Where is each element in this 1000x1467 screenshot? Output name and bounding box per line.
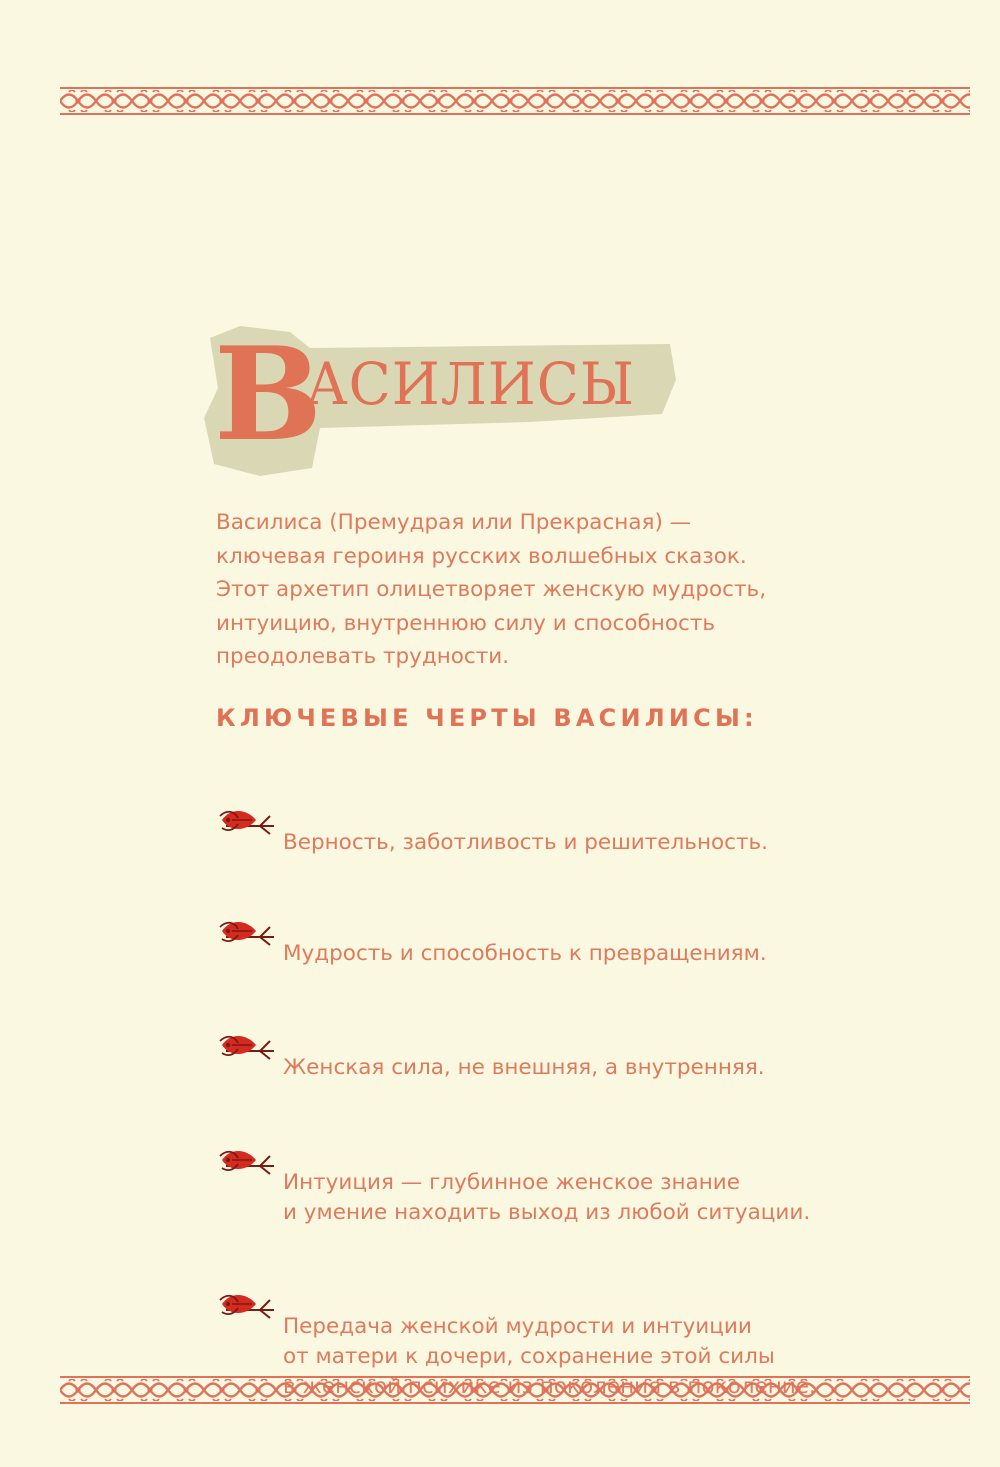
trait-text: Женская сила, не внешняя, а внутренняя. — [283, 1055, 765, 1080]
list-item — [216, 1108, 916, 1228]
trait-text: Передача женской мудрости и интуиции от матери к дочери, сохранение этой силы — [283, 1314, 775, 1369]
title-initial-letter: В — [214, 320, 323, 470]
title-rest-letters: АСИЛИСЫ — [306, 350, 635, 418]
page-title — [200, 318, 680, 478]
firebird-feather-icon — [216, 1260, 276, 1290]
firebird-feather-icon — [216, 887, 276, 917]
intro-paragraph: Василиса (Премудрая или Прекрасная) — ключевая героиня русских волшебных сказок. Этот архетип олицетворяет женскую мудрость, интуицию, внутреннюю силу и способность преодолевать трудности. — [216, 510, 767, 669]
trait-text: Мудрость и способность к превращениям. — [283, 941, 767, 966]
trait-text: Интуиция — глубинное женское знание и умение находить выход из любой ситуации. — [283, 1170, 811, 1225]
traits-list — [216, 768, 916, 1402]
traits-heading: КЛЮЧЕВЫЕ ЧЕРТЫ ВАСИЛИСЫ: — [216, 704, 758, 732]
firebird-feather-icon — [216, 776, 276, 806]
trait-text: Верность, заботливость и решительность. — [283, 830, 769, 855]
list-item — [216, 768, 916, 858]
list-item — [216, 993, 916, 1083]
firebird-feather-icon — [216, 1001, 276, 1031]
firebird-feather-icon — [216, 1116, 276, 1146]
list-item — [216, 879, 916, 969]
top-ornament-border — [60, 86, 970, 116]
bottom-ornament-border — [60, 1375, 970, 1405]
